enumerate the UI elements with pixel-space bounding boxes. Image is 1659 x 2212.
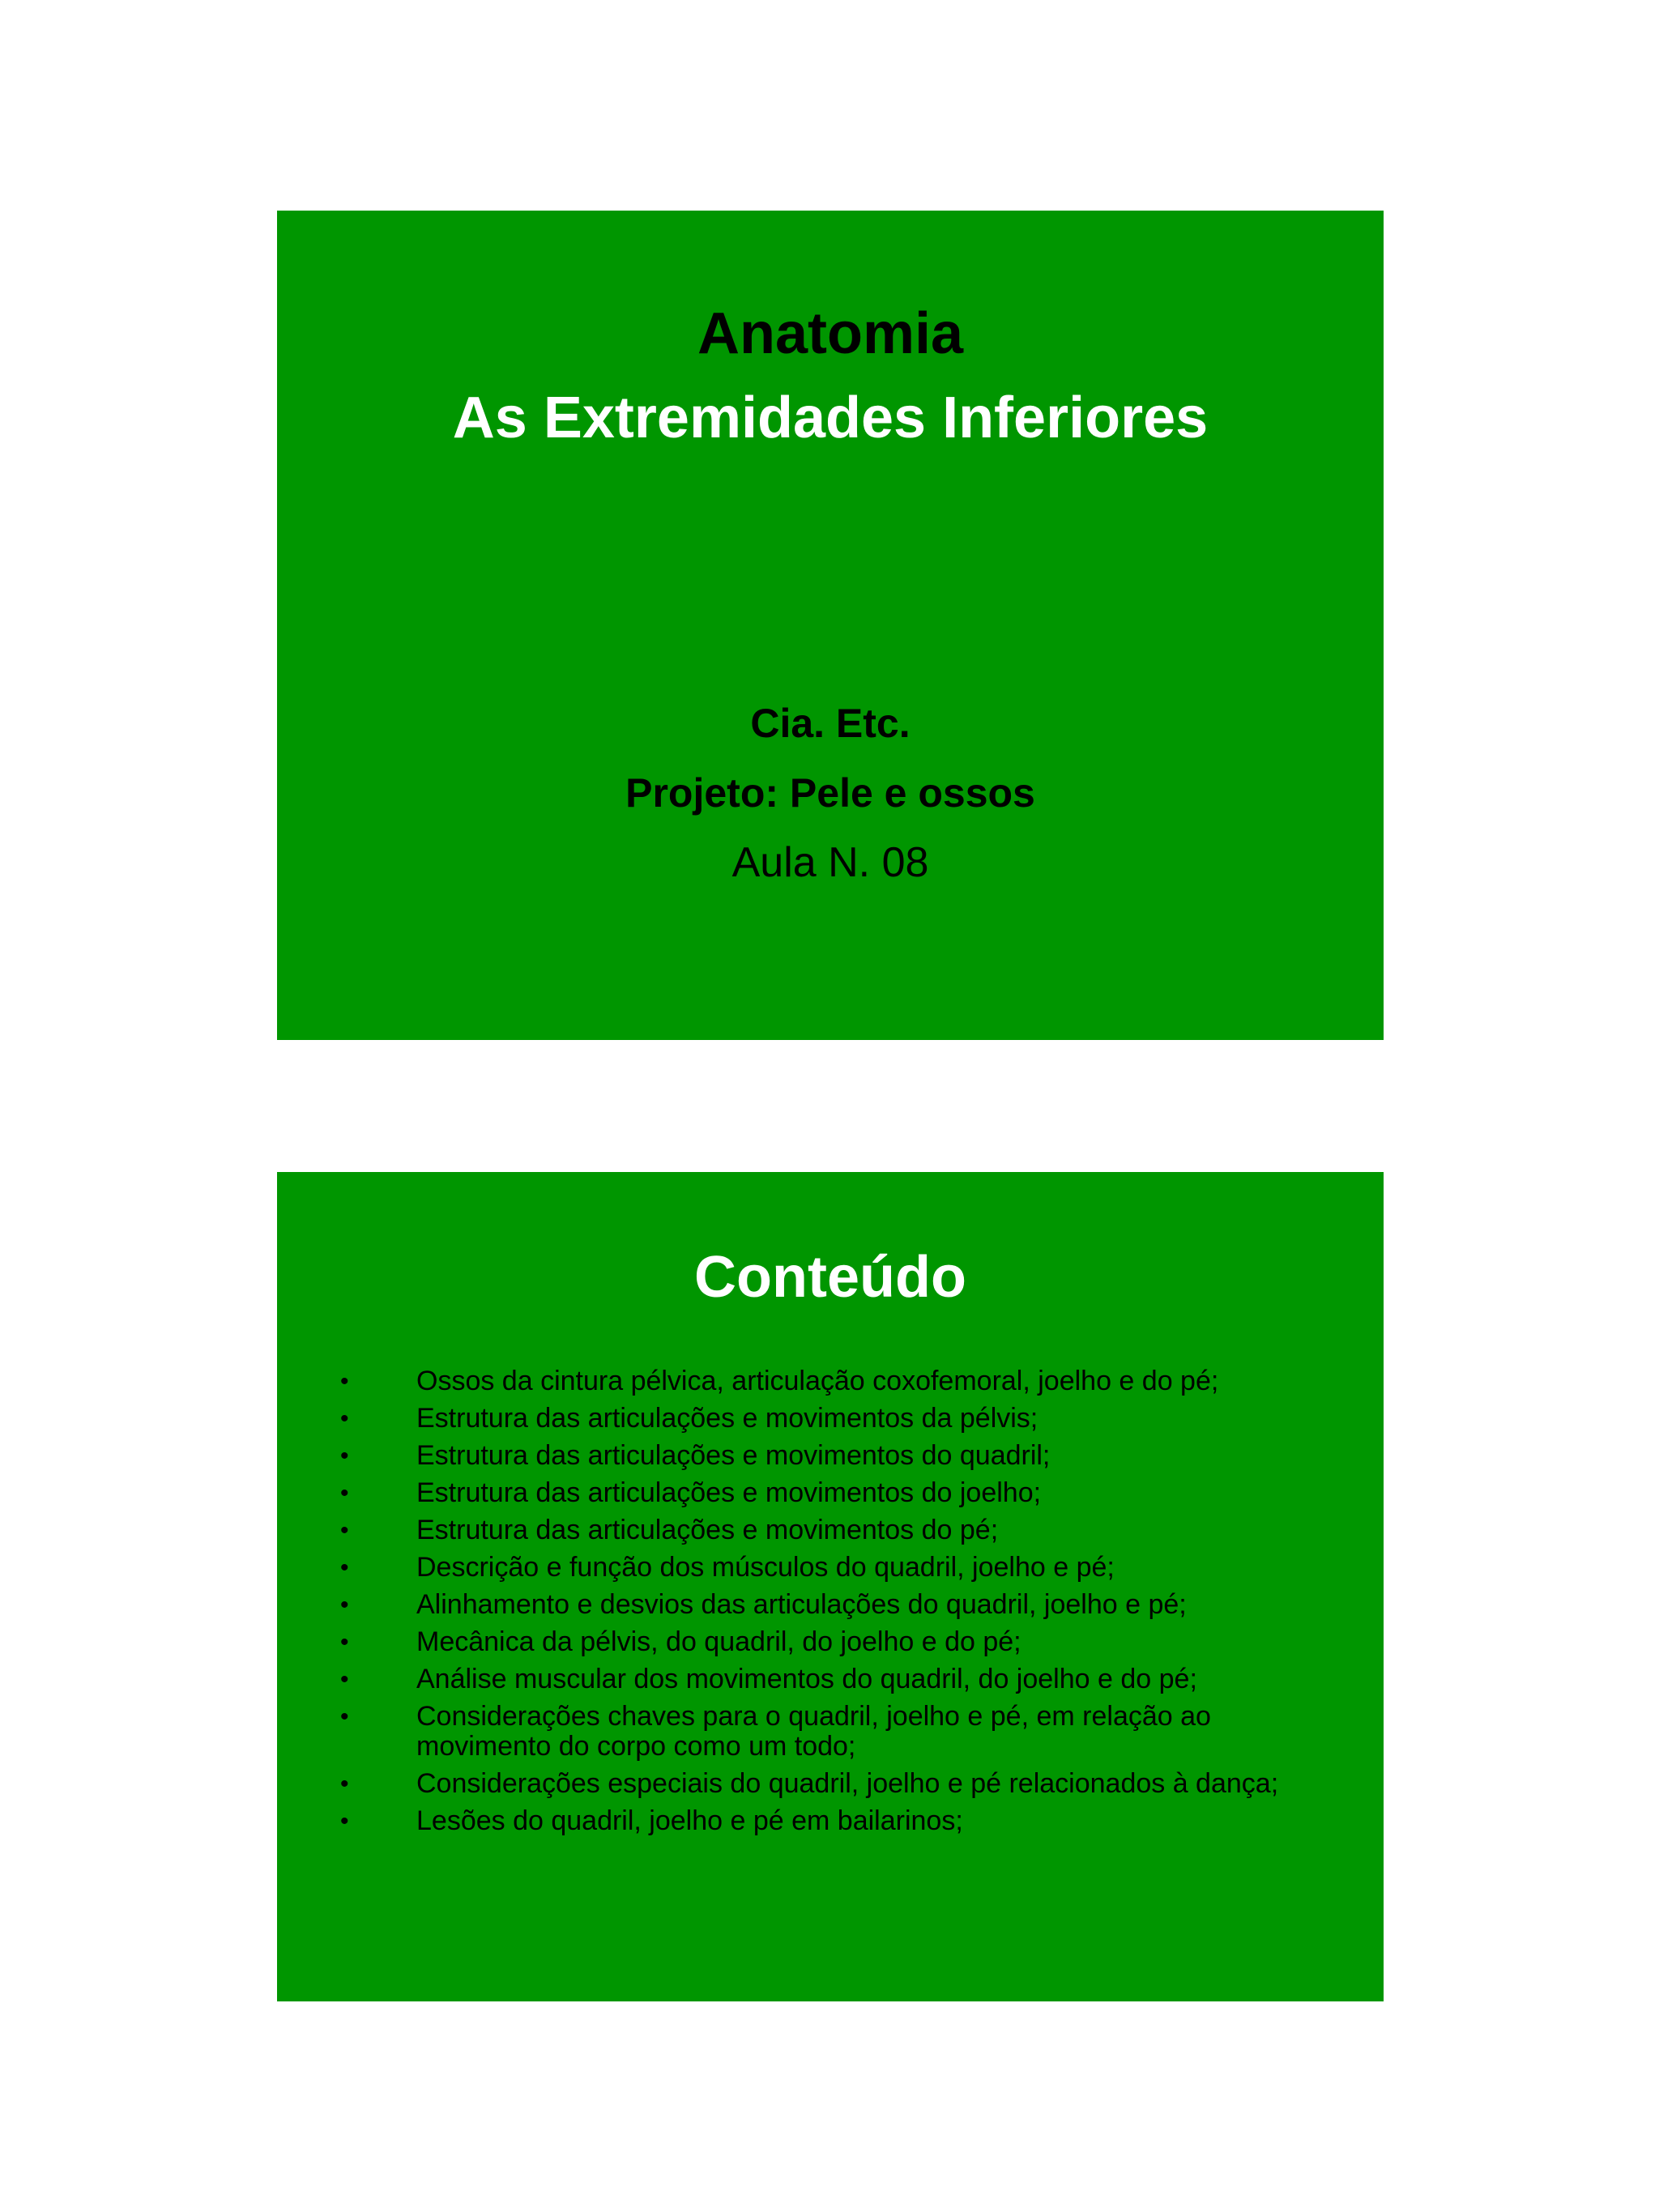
list-item bbox=[277, 1441, 1335, 1471]
slide-title bbox=[277, 292, 1384, 460]
list-item-text: Lesões do quadril, joelho e pé em bailarinos; bbox=[416, 1805, 963, 1836]
list-item bbox=[277, 1702, 1335, 1762]
list-item-text: Alinhamento e desvios das articulações do quadril, joelho e pé; bbox=[416, 1589, 1187, 1620]
list-item-text: Análise muscular dos movimentos do quadril, do joelho e do pé; bbox=[416, 1664, 1197, 1694]
bullet-icon: • bbox=[340, 1405, 349, 1432]
list-item bbox=[277, 1806, 1335, 1836]
list-item bbox=[277, 1627, 1335, 1657]
list-item-text: Estrutura das articulações e movimentos do quadril; bbox=[416, 1440, 1051, 1471]
list-item-text: Estrutura das articulações e movimentos do pé; bbox=[416, 1515, 999, 1545]
bullet-icon: • bbox=[340, 1368, 349, 1395]
list-item bbox=[277, 1404, 1335, 1434]
list-item bbox=[277, 1553, 1335, 1583]
bullet-icon: • bbox=[340, 1771, 349, 1797]
list-item-text: Estrutura das articulações e movimentos da pélvis; bbox=[416, 1403, 1038, 1434]
list-item-text: Considerações chaves para o quadril, joelho e pé, em relação ao movimento do corpo como um todo; bbox=[416, 1701, 1211, 1762]
bullet-icon: • bbox=[340, 1703, 349, 1730]
list-item bbox=[277, 1590, 1335, 1620]
list-item-text: Estrutura das articulações e movimentos do joelho; bbox=[416, 1477, 1042, 1508]
bullet-icon: • bbox=[340, 1808, 349, 1835]
list-item bbox=[277, 1478, 1335, 1508]
bullet-icon: • bbox=[340, 1629, 349, 1656]
bullet-icon: • bbox=[340, 1517, 349, 1544]
list-item bbox=[277, 1366, 1335, 1396]
list-item-text: Mecânica da pélvis, do quadril, do joelho e do pé; bbox=[416, 1626, 1021, 1657]
bullet-icon: • bbox=[340, 1554, 349, 1581]
list-item-text: Descrição e função dos músculos do quadril, joelho e pé; bbox=[416, 1552, 1115, 1583]
contents-slide bbox=[277, 1172, 1384, 2001]
bullet-icon: • bbox=[340, 1666, 349, 1693]
list-item-text: Considerações especiais do quadril, joelho e pé relacionados à dança; bbox=[416, 1768, 1279, 1799]
title-line-anatomy: Anatomia bbox=[697, 301, 964, 366]
list-item bbox=[277, 1769, 1335, 1799]
project-name: Projeto: Pele e ossos bbox=[625, 770, 1035, 816]
bullet-icon: • bbox=[340, 1592, 349, 1618]
contents-list bbox=[277, 1366, 1335, 1843]
title-slide bbox=[277, 211, 1384, 1040]
lesson-number: Aula N. 08 bbox=[731, 839, 929, 886]
list-item bbox=[277, 1515, 1335, 1545]
title-line-subject: As Extremidades Inferiores bbox=[452, 386, 1209, 450]
company-name: Cia. Etc. bbox=[750, 701, 911, 746]
list-item bbox=[277, 1664, 1335, 1694]
bullet-icon: • bbox=[340, 1480, 349, 1507]
bullet-icon: • bbox=[340, 1443, 349, 1469]
list-item-text: Ossos da cintura pélvica, articulação coxofemoral, joelho e do pé; bbox=[416, 1366, 1219, 1396]
slide-subtitle bbox=[277, 688, 1384, 897]
contents-title: Conteúdo bbox=[694, 1245, 966, 1310]
